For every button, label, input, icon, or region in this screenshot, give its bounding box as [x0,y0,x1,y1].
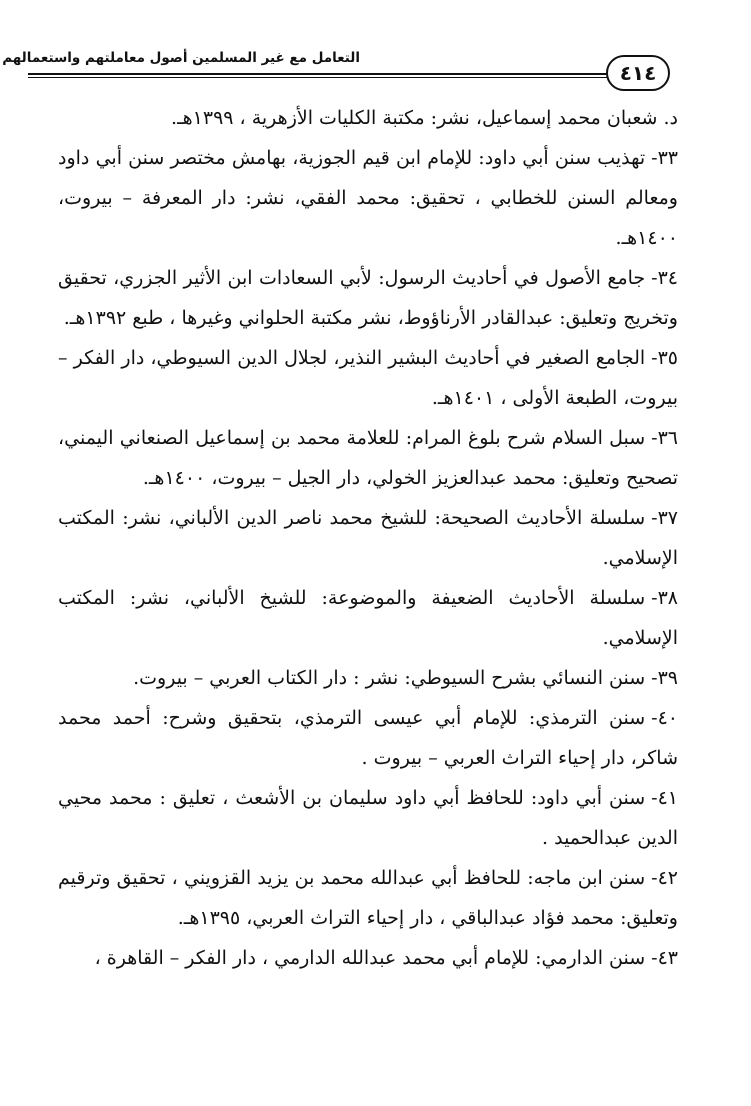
reference-text: د. شعبان محمد إسماعيل، نشر: مكتبة الكليات الأزهرية ، ١٣٩٩هـ. [171,107,678,129]
reference-number: ٣٥- [651,347,678,369]
page-number-badge [606,55,670,91]
reference-text: سنن ابن ماجه: للحافظ أبي عبدالله محمد بن يزيد القزويني ، تحقيق وترقيم وتعليق: محمد فؤاد عبدالباقي ، دار إحياء التراث العربي، ١٣٩٥هـ. [58,867,678,929]
reference-text: جامع الأصول في أحاديث الرسول: لأبي السعادات ابن الأثير الجزري، تحقيق وتخريج وتعليق: عبدالقادر الأرناؤوط، نشر مكتبة الحلواني وغيرها ، طبع ١٣٩٢هـ. [58,267,678,329]
reference-number: ٤٢- [651,867,678,889]
header-rule [28,73,608,75]
running-head: التعامل مع غير المسلمين أصول معاملتهم واستعمالهم [2,50,360,66]
reference-item [58,778,678,858]
reference-item [58,98,678,138]
header-rule-thin [28,77,608,78]
reference-item [58,658,678,698]
reference-number: ٤١- [651,787,678,809]
reference-text: سلسلة الأحاديث الضعيفة والموضوعة: للشيخ الألباني، نشر: المكتب الإسلامي. [58,587,678,649]
page-number: ٤١٤ [619,61,657,85]
reference-number: ٤٠- [651,707,678,729]
reference-number: ٣٤- [651,267,678,289]
reference-text: تهذيب سنن أبي داود: للإمام ابن قيم الجوزية، بهامش مختصر سنن أبي داود ومعالم السنن للخطابي ، تحقيق: محمد الفقي، نشر: دار المعرفة – بيروت، ١٤٠٠هـ. [58,147,678,249]
reference-number: ٣٣- [651,147,678,169]
reference-item [58,938,678,978]
reference-item [58,338,678,418]
reference-number: ٣٧- [651,507,678,529]
reference-number: ٣٨- [651,587,678,609]
reference-item [58,858,678,938]
references-list [58,98,678,978]
reference-item [58,138,678,258]
reference-text: سلسلة الأحاديث الصحيحة: للشيخ محمد ناصر الدين الألباني، نشر: المكتب الإسلامي. [58,507,678,569]
reference-number: ٤٣- [651,947,678,969]
reference-item [58,578,678,658]
reference-text: الجامع الصغير في أحاديث البشير النذير، لجلال الدين السيوطي، دار الفكر – بيروت، الطبعة الأولى ، ١٤٠١هـ. [58,347,678,409]
reference-item [58,418,678,498]
reference-text: سنن أبي داود: للحافظ أبي داود سليمان بن الأشعث ، تعليق : محمد محيي الدين عبدالحميد . [58,787,678,849]
reference-item [58,258,678,338]
reference-item [58,498,678,578]
reference-text: سبل السلام شرح بلوغ المرام: للعلامة محمد بن إسماعيل الصنعاني اليمني، تصحيح وتعليق: محمد عبدالعزيز الخولي، دار الجيل – بيروت، ١٤٠٠هـ. [58,427,678,489]
reference-number: ٣٩- [651,667,678,689]
reference-item [58,698,678,778]
reference-text: سنن الترمذي: للإمام أبي عيسى الترمذي، بتحقيق وشرح: أحمد محمد شاكر، دار إحياء التراث العربي – بيروت . [58,707,678,769]
reference-text: سنن النسائي بشرح السيوطي: نشر : دار الكتاب العربي – بيروت. [133,667,646,689]
reference-number: ٣٦- [651,427,678,449]
reference-text: سنن الدارمي: للإمام أبي محمد عبدالله الدارمي ، دار الفكر – القاهرة ، [94,947,646,969]
